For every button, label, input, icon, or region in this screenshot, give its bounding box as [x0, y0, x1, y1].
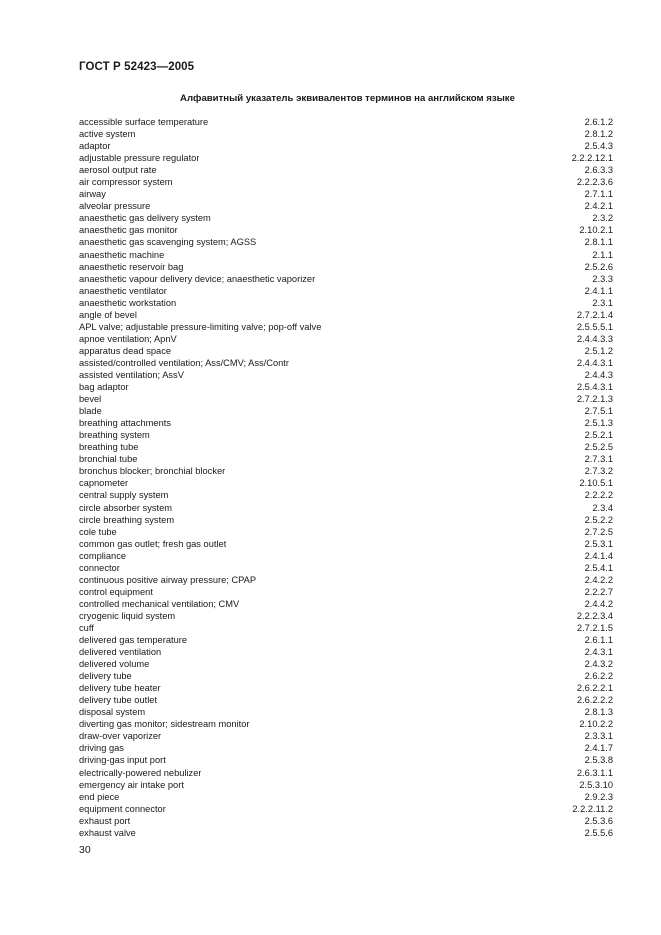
index-entry: [79, 526, 613, 538]
index-entry: [79, 670, 613, 682]
index-term: diverting gas monitor; sidestream monitor: [79, 719, 250, 730]
index-entry: [79, 779, 613, 791]
index-entry: [79, 706, 613, 718]
index-entry: [79, 116, 613, 128]
index-entry: [79, 345, 613, 357]
index-entry: [79, 321, 613, 333]
index-ref: 2.7.2.1.4: [576, 309, 613, 320]
index-entry: [79, 224, 613, 236]
index-entry: [79, 694, 613, 706]
index-term: assisted ventilation; AssV: [79, 369, 184, 380]
index-term: anaesthetic gas scavenging system; AGSS: [79, 237, 257, 248]
index-ref: 2.4.3.2: [584, 659, 613, 670]
index-entry: [79, 381, 613, 393]
index-term: driving-gas input port: [79, 755, 166, 766]
index-entry: [79, 514, 613, 526]
index-entry: [79, 309, 613, 321]
index-ref: 2.3.4: [592, 502, 613, 513]
index-ref: 2.5.2.1: [584, 430, 613, 441]
index-term: cole tube: [79, 526, 117, 537]
index-ref: 2.2.2.7: [584, 586, 613, 597]
index-ref: 2.5.5.6: [584, 827, 613, 838]
index-term: common gas outlet; fresh gas outlet: [79, 538, 227, 549]
index-entry: [79, 297, 613, 309]
index-entry: [79, 827, 613, 839]
index-term: delivered volume: [79, 659, 150, 670]
index-term: delivery tube: [79, 671, 132, 682]
index-term: assisted/controlled ventilation; Ass/CMV; Ass/Contr: [79, 357, 289, 368]
index-entry: [79, 538, 613, 550]
index-entry: [79, 261, 613, 273]
index-term: anaesthetic reservoir bag: [79, 261, 184, 272]
index-term: bronchial tube: [79, 454, 138, 465]
index-term: bronchus blocker; bronchial blocker: [79, 466, 226, 477]
index-ref: 2.3.3.1: [584, 731, 613, 742]
index-entry: [79, 598, 613, 610]
index-ref: 2.4.2.1: [584, 201, 613, 212]
index-ref: 2.5.4.1: [584, 562, 613, 573]
index-entry: [79, 586, 613, 598]
index-entry: [79, 188, 613, 200]
index-term: delivery tube heater: [79, 683, 161, 694]
index-term: delivery tube outlet: [79, 695, 158, 706]
index-term: compliance: [79, 550, 127, 561]
index-entry: [79, 550, 613, 562]
index-ref: 2.5.4.3.1: [576, 382, 613, 393]
index-term: cryogenic liquid system: [79, 610, 176, 621]
index-ref: 2.7.1.1: [584, 189, 613, 200]
index-entry: [79, 393, 613, 405]
index-ref: 2.5.1.3: [584, 418, 613, 429]
index-term: central supply system: [79, 490, 169, 501]
index-ref: 2.4.4.2: [584, 598, 613, 609]
index-ref: 2.2.2.2: [584, 490, 613, 501]
index-ref: 2.7.2.1.5: [576, 622, 613, 633]
index-term: electrically-powered nebulizer: [79, 767, 202, 778]
index-ref: 2.4.4.3.3: [576, 333, 613, 344]
index-term: air compressor system: [79, 177, 173, 188]
index-entry: [79, 658, 613, 670]
index-ref: 2.2.2.3.6: [576, 177, 613, 188]
index-ref: 2.6.1.2: [584, 117, 613, 127]
index-ref: 2.10.5.1: [579, 478, 613, 489]
index-term: circle breathing system: [79, 514, 175, 525]
index-entry: [79, 236, 613, 248]
index-term: anaesthetic ventilator: [79, 285, 167, 296]
index-term: active system: [79, 129, 136, 140]
index-term: continuous positive airway pressure; CPAP: [79, 574, 257, 585]
index-entry: [79, 754, 613, 766]
index-term: delivered ventilation: [79, 647, 162, 658]
term-index-list: [79, 116, 613, 839]
index-entry: [79, 140, 613, 152]
index-ref: 2.3.2: [592, 213, 613, 224]
index-term: connector: [79, 562, 120, 573]
index-entry: [79, 273, 613, 285]
index-ref: 2.4.4.3: [584, 369, 613, 380]
index-entry: [79, 465, 613, 477]
index-entry: [79, 164, 613, 176]
index-ref: 2.5.2.2: [584, 514, 613, 525]
index-entry: [79, 815, 613, 827]
index-ref: 2.5.2.5: [584, 442, 613, 453]
index-ref: 2.7.2.1.3: [576, 394, 613, 405]
index-entry: [79, 429, 613, 441]
index-term: bag adaptor: [79, 382, 129, 393]
index-term: bevel: [79, 394, 102, 405]
index-title-text: Алфавитный указатель эквивалентов терминов на английском языке: [180, 93, 515, 104]
index-entry: [79, 803, 613, 815]
index-ref: 2.6.2.2: [584, 671, 613, 682]
index-ref: 2.5.4.3: [584, 141, 613, 152]
index-entry: [79, 405, 613, 417]
document-code: ГОСТ Р 52423—2005: [79, 61, 195, 73]
index-term: anaesthetic workstation: [79, 297, 177, 308]
index-title: [0, 93, 661, 104]
index-term: draw-over vaporizer: [79, 731, 162, 742]
index-term: driving gas: [79, 743, 124, 754]
index-entry: [79, 176, 613, 188]
index-entry: [79, 562, 613, 574]
index-term: delivered gas temperature: [79, 635, 188, 646]
index-ref: 2.7.3.2: [584, 466, 613, 477]
index-term: emergency air intake port: [79, 779, 184, 790]
page-number: 30: [79, 844, 91, 856]
index-term: blade: [79, 406, 102, 417]
index-term: aerosol output rate: [79, 165, 157, 176]
index-term: breathing tube: [79, 442, 139, 453]
index-ref: 2.5.2.6: [584, 261, 613, 272]
index-ref: 2.7.2.5: [584, 526, 613, 537]
index-entry: [79, 453, 613, 465]
index-ref: 2.4.3.1: [584, 647, 613, 658]
index-ref: 2.6.1.1: [584, 635, 613, 646]
index-term: alveolar pressure: [79, 201, 151, 212]
index-entry: [79, 152, 613, 164]
index-ref: 2.6.3.1.1: [576, 767, 613, 778]
index-term: breathing system: [79, 430, 150, 441]
index-ref: 2.6.3.3: [584, 165, 613, 176]
index-term: accessible surface temperature: [79, 117, 209, 127]
index-entry: [79, 357, 613, 369]
index-entry: [79, 718, 613, 730]
index-ref: 2.7.3.1: [584, 454, 613, 465]
index-ref: 2.3.1: [592, 297, 613, 308]
index-ref: 2.10.2.1: [579, 225, 613, 236]
index-ref: 2.4.1.1: [584, 285, 613, 296]
index-term: APL valve; adjustable pressure-limiting valve; pop-off valve: [79, 321, 322, 332]
index-ref: 2.4.1.7: [584, 743, 613, 754]
index-entry: [79, 502, 613, 514]
index-entry: [79, 369, 613, 381]
index-term: cuff: [79, 622, 94, 633]
index-entry: [79, 622, 613, 634]
index-term: apnoe ventilation; ApnV: [79, 333, 177, 344]
index-term: anaesthetic gas delivery system: [79, 213, 211, 224]
index-term: exhaust port: [79, 815, 131, 826]
index-ref: 2.1.1: [592, 249, 613, 260]
index-entry: [79, 128, 613, 140]
index-ref: 2.8.1.2: [584, 129, 613, 140]
index-ref: 2.10.2.2: [579, 719, 613, 730]
index-ref: 2.9.2.3: [584, 791, 613, 802]
index-entry: [79, 791, 613, 803]
index-entry: [79, 646, 613, 658]
index-entry: [79, 634, 613, 646]
index-entry: [79, 477, 613, 489]
index-ref: 2.5.3.10: [579, 779, 613, 790]
index-ref: 2.3.3: [592, 273, 613, 284]
index-ref: 2.4.4.3.1: [576, 357, 613, 368]
index-entry: [79, 333, 613, 345]
index-ref: 2.5.3.1: [584, 538, 613, 549]
index-term: end piece: [79, 791, 120, 802]
index-term: apparatus dead space: [79, 345, 172, 356]
index-entry: [79, 682, 613, 694]
index-ref: 2.2.2.11.2: [572, 803, 613, 814]
index-entry: [79, 249, 613, 261]
index-term: airway: [79, 189, 106, 200]
index-ref: 2.6.2.2.1: [576, 683, 613, 694]
index-term: control equipment: [79, 586, 153, 597]
index-term: disposal system: [79, 707, 146, 718]
index-ref: 2.8.1.1: [584, 237, 613, 248]
index-term: anaesthetic gas monitor: [79, 225, 178, 236]
index-entry: [79, 730, 613, 742]
index-entry: [79, 417, 613, 429]
index-term: anaesthetic vapour delivery device; anaesthetic vaporizer: [79, 273, 316, 284]
index-entry: [79, 285, 613, 297]
index-term: angle of bevel: [79, 309, 137, 320]
index-ref: 2.5.1.2: [584, 345, 613, 356]
index-term: breathing attachments: [79, 418, 171, 429]
index-term: capnometer: [79, 478, 129, 489]
index-entry: [79, 742, 613, 754]
index-ref: 2.6.2.2.2: [576, 695, 613, 706]
index-ref: 2.2.2.12.1: [571, 153, 613, 164]
index-ref: 2.4.1.4: [584, 550, 613, 561]
index-entry: [79, 767, 613, 779]
index-term: equipment connector: [79, 803, 166, 814]
index-ref: 2.5.3.6: [584, 815, 613, 826]
index-term: circle absorber system: [79, 502, 172, 513]
index-ref: 2.4.2.2: [584, 574, 613, 585]
index-term: exhaust valve: [79, 827, 136, 838]
index-term: adaptor: [79, 141, 111, 152]
index-ref: 2.2.2.3.4: [576, 610, 613, 621]
index-entry: [79, 212, 613, 224]
index-term: anaesthetic machine: [79, 249, 165, 260]
index-entry: [79, 574, 613, 586]
index-entry: [79, 441, 613, 453]
index-ref: 2.8.1.3: [584, 707, 613, 718]
index-entry: [79, 610, 613, 622]
index-term: controlled mechanical ventilation; CMV: [79, 598, 240, 609]
index-ref: 2.7.5.1: [584, 406, 613, 417]
index-ref: 2.5.3.8: [584, 755, 613, 766]
index-term: adjustable pressure regulator: [79, 153, 200, 164]
index-ref: 2.5.5.5.1: [576, 321, 613, 332]
index-entry: [79, 489, 613, 501]
index-entry: [79, 200, 613, 212]
